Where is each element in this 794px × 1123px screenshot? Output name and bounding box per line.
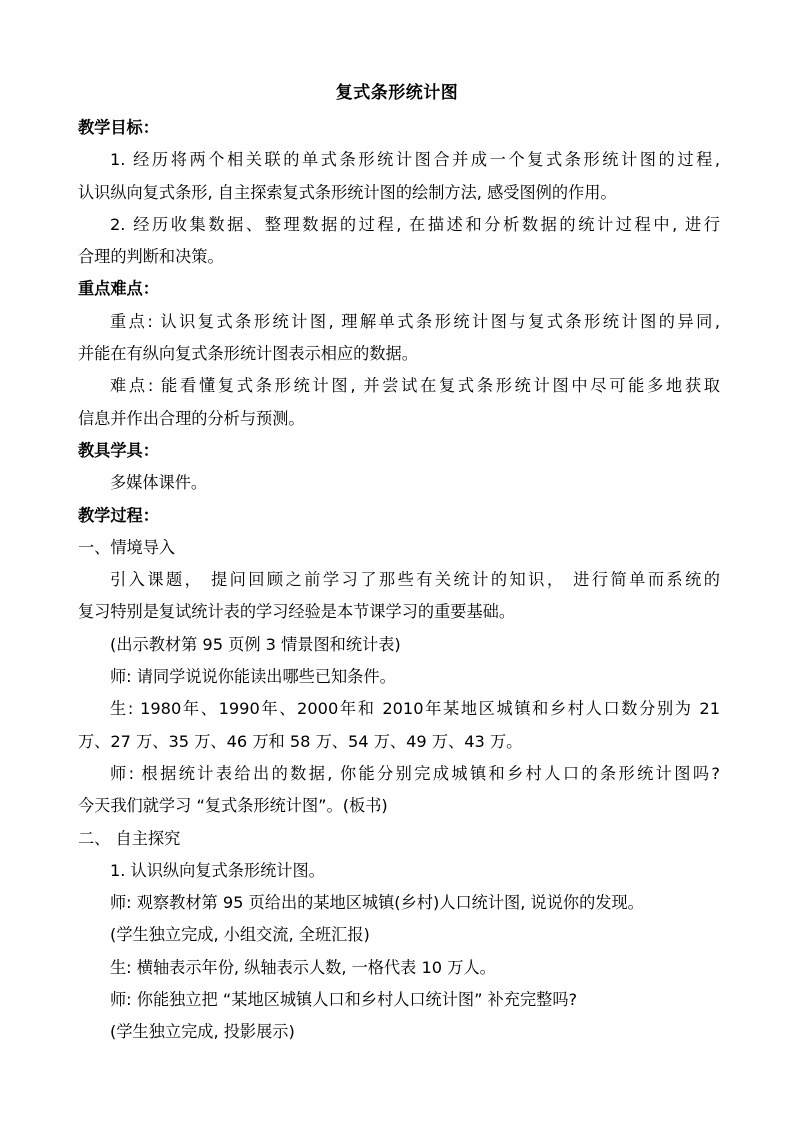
paragraph-line: 2. 经历收集数据、整理数据的过程, 在描述和分析数据的统计过程中, 进行 <box>110 214 720 234</box>
heading-teaching-aids: 教具学具： <box>78 440 159 460</box>
paragraph-line: 引入课题， 提问回顾之前学习了那些有关统计的知识， 进行简单而系统的 <box>110 570 720 590</box>
section-heading-intro: 一、情境导入 <box>78 537 176 557</box>
paragraph-line: 多媒体课件。 <box>110 473 208 493</box>
paragraph-line: 复习特别是复试统计表的学习经验是本节课学习的重要基础。 <box>78 602 516 622</box>
heading-teaching-goals: 教学目标： <box>78 118 159 137</box>
paragraph-line: (学生独立完成, 小组交流, 全班汇报) <box>110 925 370 945</box>
paragraph-line: (学生独立完成, 投影展示) <box>110 1022 295 1042</box>
section-heading-explore: 二、 自主探究 <box>78 828 181 848</box>
paragraph-line: 万、27 万、35 万、46 万和 58 万、54 万、49 万、43 万。 <box>78 731 523 751</box>
paragraph-line: 难点: 能看懂复式条形统计图, 并尝试在复式条形统计图中尽可能多地获取 <box>110 376 720 396</box>
paragraph-line: 信息并作出合理的分析与预测。 <box>78 408 305 428</box>
paragraph-line: 并能在有纵向复式条形统计图表示相应的数据。 <box>78 344 418 364</box>
paragraph-line: 师: 你能独立把 “某地区城镇人口和乡村人口统计图” 补充完整吗? <box>110 990 578 1010</box>
paragraph-line: 师: 观察教材第 95 页给出的某地区城镇(乡村)人口统计图, 说说你的发现。 <box>110 893 644 913</box>
paragraph-line: 1. 认识纵向复式条形统计图。 <box>110 860 325 880</box>
paragraph-line: 认识纵向复式条形, 自主探索复式条形统计图的绘制方法, 感受图例的作用。 <box>78 182 617 202</box>
paragraph-line: 1. 经历将两个相关联的单式条形统计图合并成一个复式条形统计图的过程, <box>110 150 720 170</box>
paragraph-line: 师: 请同学说说你能读出哪些已知条件。 <box>110 667 396 687</box>
paragraph-line: 生: 横轴表示年份, 纵轴表示人数, 一格代表 10 万人。 <box>110 957 496 977</box>
document-body <box>78 112 720 1049</box>
heading-teaching-process: 教学过程： <box>78 505 159 525</box>
paragraph-line: (出示教材第 95 页例 3 情景图和统计表) <box>110 634 401 654</box>
paragraph-line: 合理的判断和决策。 <box>78 247 224 267</box>
heading-key-points: 重点难点： <box>78 279 159 299</box>
paragraph-line: 重点: 认识复式条形统计图, 理解单式条形统计图与复式条形统计图的异同, <box>110 311 720 331</box>
page-title: 复式条形统计图 <box>335 83 459 103</box>
paragraph-line: 师: 根据统计表给出的数据, 你能分别完成城镇和乡村人口的条形统计图吗? <box>110 763 720 783</box>
paragraph-line: 今天我们就学习 “复式条形统计图”。(板书) <box>78 796 388 816</box>
paragraph-line: 生: 1980年、1990年、2000年和 2010年某地区城镇和乡村人口数分别为 21 <box>110 699 720 719</box>
